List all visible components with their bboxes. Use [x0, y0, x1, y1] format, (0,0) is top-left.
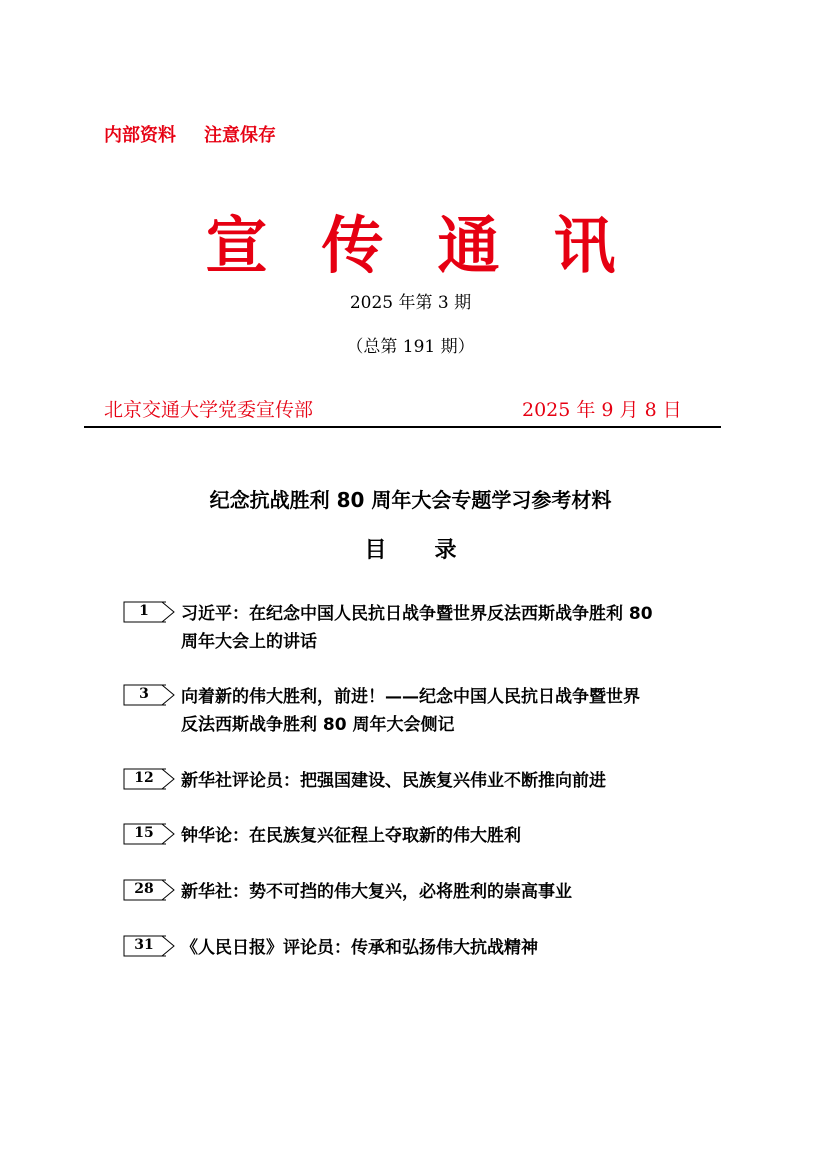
- toc-item-line: 钟华论：在民族复兴征程上夺取新的伟大胜利: [181, 826, 521, 846]
- page-number: 28: [134, 881, 154, 897]
- toc-item-text: [181, 767, 721, 795]
- page-number: 12: [134, 770, 154, 786]
- toc-item-line: 新华社评论员：把强国建设、民族复兴伟业不断推向前进: [181, 771, 606, 791]
- header-divider: [84, 426, 721, 428]
- toc-heading: [0, 533, 821, 564]
- toc-item-line: 向着新的伟大胜利，前进！——纪念中国人民抗日战争暨世界: [181, 687, 640, 707]
- masthead-char: 传: [321, 209, 384, 282]
- internal-note-label: 内部资料: [104, 125, 176, 146]
- page-badge: [122, 935, 176, 957]
- toc-item-text: [181, 600, 721, 656]
- toc-item-text: [181, 878, 721, 906]
- document-title: 纪念抗战胜利 80 周年大会专题学习参考材料: [209, 488, 612, 512]
- page-badge: [122, 684, 176, 706]
- page-badge: [122, 601, 176, 623]
- internal-note: [104, 121, 276, 147]
- toc-item-line: 反法西斯战争胜利 80 周年大会侧记: [181, 715, 455, 735]
- masthead-title: [0, 196, 821, 285]
- toc-item-line: 新华社：势不可挡的伟大复兴，必将胜利的崇高事业: [181, 882, 572, 902]
- masthead-char: 宣: [205, 209, 268, 282]
- keep-note-label: 注意保存: [204, 125, 276, 146]
- publisher: 北京交通大学党委宣传部: [104, 399, 314, 421]
- page-badge: [122, 823, 176, 845]
- page-number: 15: [134, 825, 154, 841]
- publish-date: 2025 年 9 月 8 日: [522, 399, 682, 421]
- page-badge: [122, 768, 176, 790]
- issue-total: （总第 191 期）: [346, 337, 475, 357]
- page-number: 3: [139, 686, 149, 702]
- issue-number: 2025 年第 3 期: [349, 293, 472, 313]
- masthead-char: 讯: [553, 209, 616, 282]
- toc-item-text: [181, 683, 721, 739]
- page-number: 1: [139, 603, 149, 619]
- toc-item-text: [181, 934, 721, 962]
- masthead-char: 通: [437, 209, 500, 282]
- toc-item-text: [181, 822, 721, 850]
- toc-item-line: 周年大会上的讲话: [181, 632, 317, 652]
- page-number: 31: [134, 937, 154, 953]
- page-badge: [122, 879, 176, 901]
- toc-heading-char: 目: [364, 538, 387, 563]
- toc-item-line: 习近平：在纪念中国人民抗日战争暨世界反法西斯战争胜利 80: [181, 604, 653, 624]
- toc-heading-char: 录: [434, 538, 457, 563]
- toc-item-line: 《人民日报》评论员：传承和弘扬伟大抗战精神: [181, 938, 538, 958]
